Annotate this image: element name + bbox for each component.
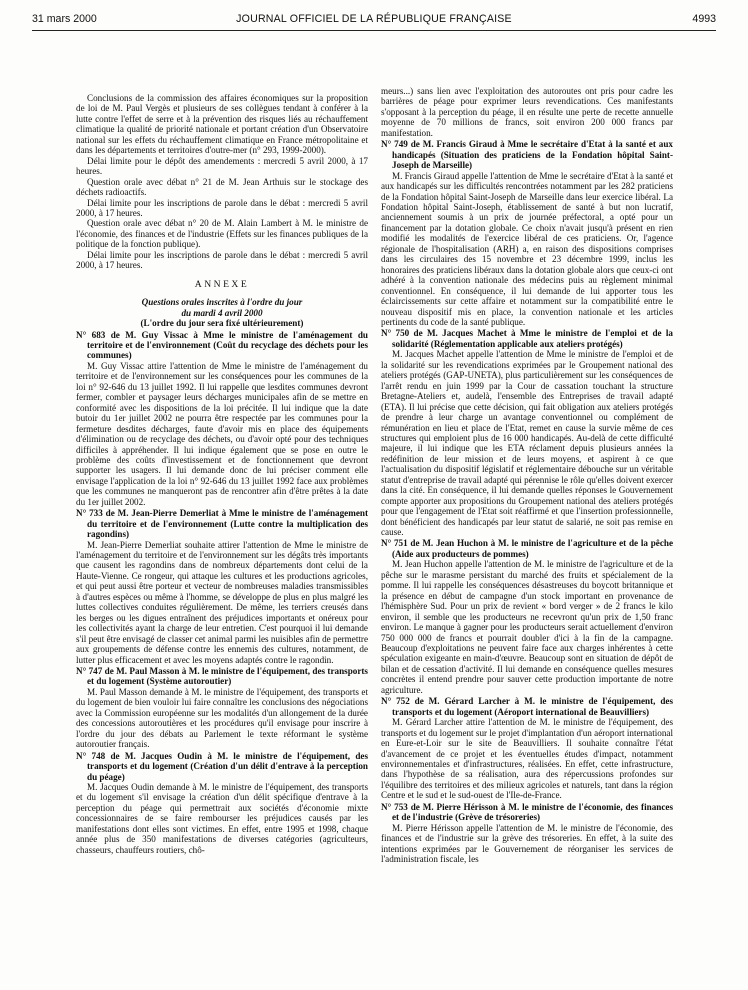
header-title: JOURNAL OFFICIEL DE LA RÉPUBLIQUE FRANÇAISE <box>236 13 512 25</box>
questions-title: Questions orales inscrites à l'ordre du jour <box>141 297 303 308</box>
question-text: M. Paul Masson demande à M. le ministre de l'équipement, des transports et du logement de bien vouloir lui faire connaître les conclusions des négociations avec la Commission européenne sur les modalités d'un allongement de la durée des concessions autoroutières et les procédures qu'il envisage pour inscrire à l'ordre du jour des débats au Parlement le texte réformant le système autoroutier français. <box>76 686 368 750</box>
paragraph: Question orale avec débat n° 21 de M. Jean Arthuis sur le stockage des déchets radioactifs. <box>76 176 368 198</box>
question-text: M. Gérard Larcher attire l'attention de M. le ministre de l'équipement, des transports et du logement sur le projet d'implantation d'un aéroport international en Eure-et-Loir sur le site de Beauvilliers. Il souhaite connaître l'état d'avancement de ce projet et les éventuelles études d'impact, notamment environnementales et d'infrastructures, réalisées. En effet, cette infrastructure, dans l'hypothèse de sa réalisation, aura des répercussions profondes sur l'équilibre des territoires et des milieux agricoles et naturels, tant dans la région Centre et le sud et le sud-ouest de l'Ile-de-France. <box>381 717 673 801</box>
question-text: M. Pierre Hérisson appelle l'attention de M. le ministre de l'économie, des finances et de l'industrie sur la grève des trésoreries. En effet, à la suite des intentions exprimées par le Gouvernement de réorganiser les services de l'administration fiscale, les <box>381 822 673 865</box>
header-rule <box>32 30 716 31</box>
question-text: M. Guy Vissac attire l'attention de Mme le ministre de l'aménagement du territoire et de l'environnement sur les conséquences pour les communes de la loi n° 92-646 du 13 juillet 1992. Il lui rappelle que lesdites communes devront fermer, combler et paysager leurs décharges municipales afin de se mettre en conformité avec les dispositions de la loi précitée. Il lui indique que la date butoir du 1er juillet 2002 ne pourra être respectée par les communes pour la fermeture desdites décharges, faute d'avoir mis en place des équipements d'élimination ou de recyclage des déchets, ou d'avoir opté pour des techniques difficiles à appréhender. Il lui indique également que se pose en outre le problème des coûts d'investissement et de fonctionnement que devront supporter les usagers. Il lui demande donc de lui préciser comment elle envisage l'application de la loi n° 92-646 du 13 juillet 1992 face aux problèmes que les communes ne manqueront pas de rencontrer afin d'être prêtes à la date du 1er juillet 2002. <box>76 360 368 507</box>
question-text: M. Jean Huchon appelle l'attention de M. le ministre de l'agriculture et de la pêche sur le marasme persistant du marché des fruits et spécialement de la pomme. Il lui rappelle les conséquences désastreuses du boycott britannique et la présence en début de campagne d'un stock important en provenance de l'hémisphère Sud. Pour un prix de revient « bord verger » de 2 francs le kilo environ, il semble que les producteurs ne recevront qu'un prix de 1,50 franc environ. Le manque à gagner pour les producteurs serait actuellement d'environ 750 000 000 de francs et pourrait doubler d'ici à la fin de la campagne. Beaucoup d'exploitations ne peuvent faire face aux charges inhérentes à cette spéculation exigeante en main-d'œuvre. Beaucoup sont en situation de dépôt de bilan et de cessation d'activité. Il lui demande en conséquence quelles mesures concrètes il entend prendre pour sauver cette production importante de notre agriculture. <box>381 559 673 695</box>
question-title: N° 683 de M. Guy Vissac à Mme le ministre de l'aménagement du territoire et de l'environnement (Coût du recyclage des déchets pour les communes) <box>76 329 368 361</box>
paragraph: Délai limite pour les inscriptions de parole dans le débat : mercredi 5 avril 2000, à 17 heures. <box>76 197 368 218</box>
paragraph: Question orale avec débat n° 20 de M. Alain Lambert à M. le ministre de l'économie, des finances et de l'industrie (Effets sur les finances publiques de la politique de la fonction publique). <box>76 218 368 250</box>
question-text: M. Jean-Pierre Demerliat souhaite attirer l'attention de Mme le ministre de l'aménagement du territoire et de l'environnement sur les dégâts très importants que causent les ragondins dans de nombreux départements dont celui de la Haute-Vienne. Ce rongeur, qui attaque les cultures et les productions agricoles, et qui peut aussi être porteur et vecteur de nombreuses maladies transmissibles à d'autres espèces ou même à l'homme, se développe de plus en plus malgré les luttes collectives conduites régulièrement. De même, les terriers creusés dans les berges ou les digues entraînent des préjudices importants et onéreux pour les collectivités ayant la charge de leur entretien. C'est pourquoi il lui demande s'il peut être envisagé de classer cet animal parmi les nuisibles afin de permettre aux groupements de défense contre les ennemis des cultures, notamment, de lutter plus efficacement et avec les moyens adaptés contre le ragondin. <box>76 539 368 665</box>
question-title: N° 750 de M. Jacques Machet à Mme le ministre de l'emploi et de la solidarité (Réglementation applicable aux ateliers protégés) <box>381 328 673 349</box>
paragraph: Délai limite pour les inscriptions de parole dans le débat : mercredi 5 avril 2000, à 17 heures. <box>76 249 368 271</box>
question-title: N° 753 de M. Pierre Hérisson à M. le ministre de l'économie, des finances et de l'industrie (Grève de trésoreries) <box>381 801 673 823</box>
question-text: M. Jacques Oudin demande à M. le ministre de l'équipement, des transports et du logement s'il envisage la création d'un délit spécifique d'entrave à la perception du péage qui permettrait aux sociétés d'économie mixte concessionnaires de se faire rembourser les préjudices causés par les manifestations dont elles sont victimes. En effet, entre 1995 et 1998, chaque année plus de 350 manifestations de diverses catégories (agriculteurs, chasseurs, chauffeurs routiers, chô- <box>76 782 368 855</box>
header-page-number: 4993 <box>692 13 716 25</box>
paragraph: Conclusions de la commission des affaires économiques sur la proposition de loi de M. Paul Vergès et plusieurs de ses collègues tendant à conférer à la lutte contre l'effet de serre et à la prévention des risques liés au réchauffement climatique la qualité de priorité nationale et portant création d'un Observatoire national sur les effets du réchauffement climatique en France métropolitaine et dans les départements et territoires d'outre-mer (n° 293, 1999-2000). <box>76 93 368 156</box>
left-column <box>76 93 368 855</box>
questions-date: du mardi 4 avril 2000 <box>181 307 263 318</box>
ordre-note: (L'ordre du jour sera fixé ultérieurement) <box>140 318 304 329</box>
paragraph: meurs...) sans lien avec l'exploitation des autoroutes ont pris pour cadre les barrières de péage pour exprimer leurs revendications. Ces manifestants s'opposant à la perception du péage, il en résulte une perte de recette annuelle moyenne de 70 millions de francs, soit environ 200 000 francs par manifestation. <box>381 86 673 138</box>
header-date: 31 mars 2000 <box>32 13 97 25</box>
right-column <box>381 86 673 865</box>
question-title: N° 747 de M. Paul Masson à M. le ministre de l'équipement, des transports et du logement (Système autoroutier) <box>76 666 368 687</box>
question-text: M. Jacques Machet appelle l'attention de Mme le ministre de l'emploi et de la solidarité sur les revendications exprimées par le Groupement national des ateliers protégés (GAP-UNETA), plus particulièrement sur les conséquences de l'arrêt rendu en juin 1999 par la Cour de cassation touchant la structure Bretagne-Ateliers et, audelà, l'ensemble des Entreprises de travail adapté (ETA). Il lui précise que cette décision, qui fait obligation aux ateliers protégés de prendre à leur charge un avantage conventionnel ou complément de rémunération en lieu et place de l'Etat, remet en cause la survie même de ces structures qui emploient plus de 16 000 handicapés. Au-delà de cette difficulté majeure, il lui indique que les ETA réclament depuis plusieurs années la redéfinition de leur mission et de leurs moyens, et aspirent à ce que l'actualisation du dispositif législatif et réglementaire débouche sur un véritable statut d'entreprise de travail adapté qui pérennise le rôle qu'elles doivent exercer dans la cité. En conséquence, il lui demande quelles réponses le Gouvernement compte apporter aux propositions du Groupement national des ateliers protégés pour que l'engagement de l'Etat soit réaffirmé et que l'insertion professionnelle, dont bénéficient des handicapés par leur statut de salarié, ne soit pas remise en cause. <box>381 349 673 538</box>
question-text: M. Francis Giraud appelle l'attention de Mme le secrétaire d'Etat à la santé et aux handicapés sur les difficultés rencontrées notamment par les 282 praticiens de la Fondation hôpital Saint-Joseph de Marseille dans leur exercice libéral. La Fondation hôpital Saint-Joseph, établissement de santé à but non lucratif, anciennement soumis à un prix de journée préfectoral, a opté pour un financement par la dotation globale. Ce choix n'avait jusqu'à présent en rien modifié les modalités de l'exercice libéral de ces praticiens. Or, l'agence régionale de l'hospitalisation (ARH) a, en raison des dispositions comprises dans les circulaires des 15 novembre et 23 décembre 1999, inclus les honoraires des praticiens libéraux dans la dotation globale alors que ceux-ci ont adhéré à la convention nationale des médecins puis au règlement minimal conventionnel. En conséquence, il lui demande de lui apporter tous les éclaircissements sur cette affaire et notamment sur la compatibilité entre le nouveau dispositif mis en place, la convention nationale et les articles pertinents du code de la santé publique. <box>381 170 673 327</box>
question-title: N° 748 de M. Jacques Oudin à M. le ministre de l'équipement, des transports et du logement (Création d'un délit d'entrave à la perception du péage) <box>76 750 368 782</box>
question-title: N° 733 de M. Jean-Pierre Demerliat à Mme le ministre de l'aménagement du territoire et de l'environnement (Lutte contre la multiplication des ragondins) <box>76 508 368 540</box>
paragraph: Délai limite pour le dépôt des amendements : mercredi 5 avril 2000, à 17 heures. <box>76 155 368 177</box>
question-title: N° 752 de M. Gérard Larcher à M. le ministre de l'équipement, des transports et du logement (Aéroport international de Beauvilliers) <box>381 696 673 717</box>
page-header <box>32 13 716 29</box>
question-title: N° 749 de M. Francis Giraud à Mme le secrétaire d'Etat à la santé et aux handicapés (Situation des praticiens de la Fondation hôpital Saint-Joseph de Marseille) <box>381 139 673 171</box>
question-title: N° 751 de M. Jean Huchon à M. le ministre de l'agriculture et de la pêche (Aide aux producteurs de pommes) <box>381 538 673 559</box>
annexe-heading: ANNEXE <box>194 278 250 290</box>
